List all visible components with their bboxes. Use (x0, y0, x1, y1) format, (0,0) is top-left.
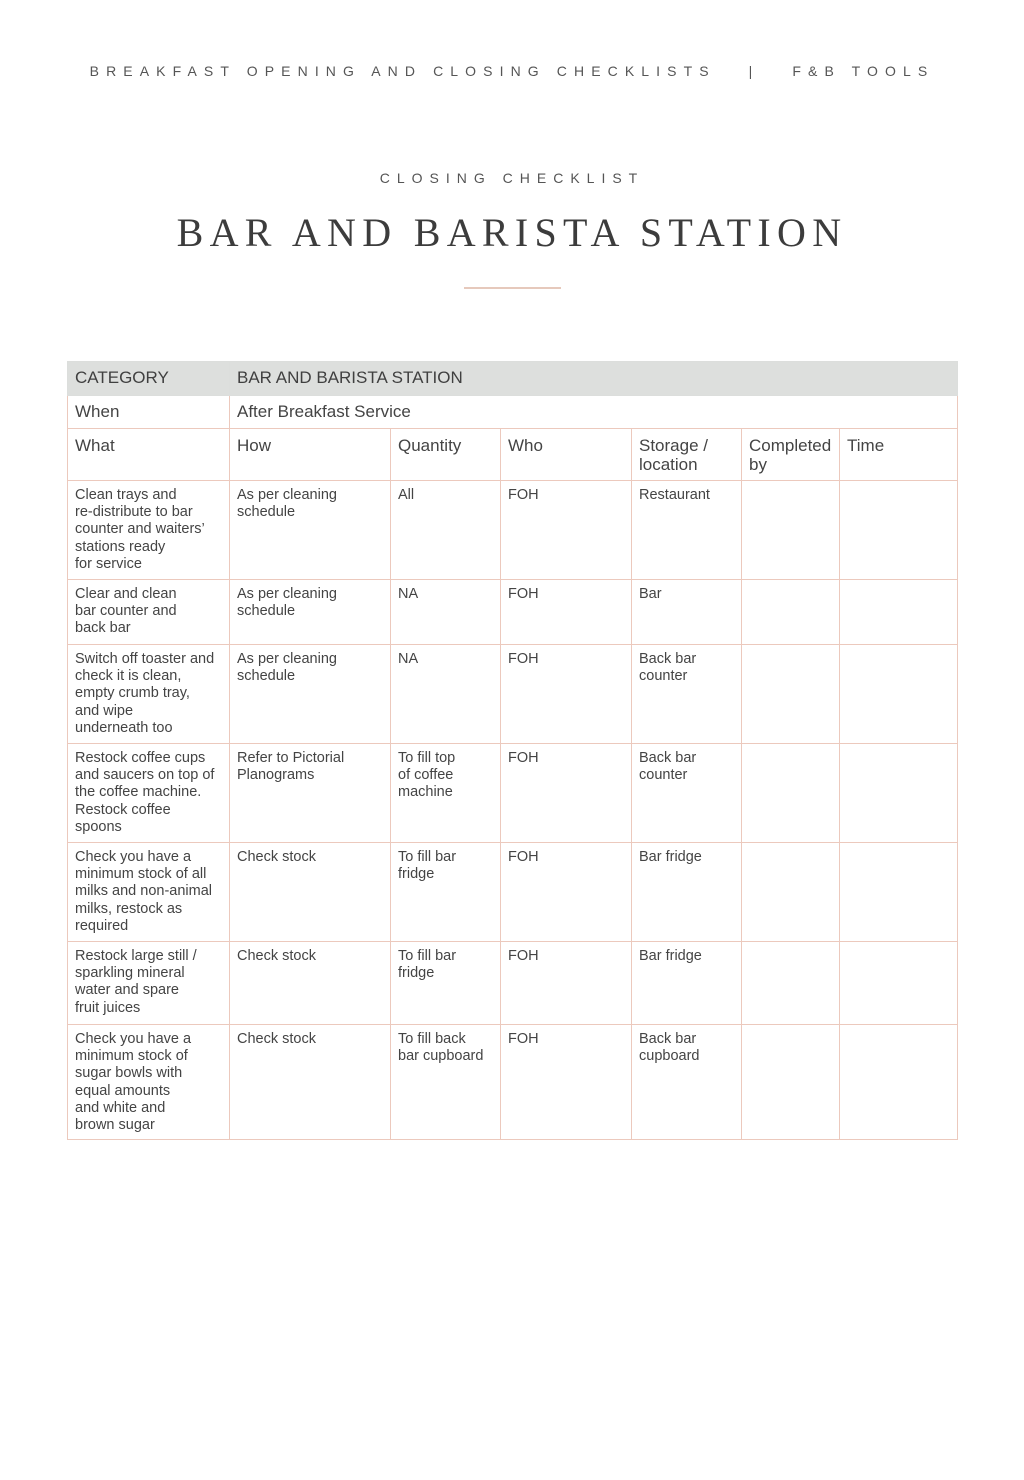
task-storage: Back bar counter (632, 744, 742, 843)
checklist-kicker: CLOSING CHECKLIST (379, 170, 645, 186)
category-value: BAR AND BARISTA STATION (230, 362, 958, 396)
task-how: As per cleaning schedule (230, 580, 391, 645)
task-storage: Restaurant (632, 481, 742, 580)
task-how: Refer to Pictorial Planograms (230, 744, 391, 843)
column-header-row (68, 429, 958, 481)
task-what: Clear and clean bar counter and back bar (68, 580, 230, 645)
task-quantity: To fill bar fridge (391, 942, 501, 1025)
task-who: FOH (501, 942, 632, 1025)
task-quantity: All (391, 481, 501, 580)
task-how: Check stock (230, 843, 391, 942)
document-series-header: BREAKFAST OPENING AND CLOSING CHECKLISTS | F&B TOOLS (89, 63, 935, 79)
column-header-how: How (230, 429, 391, 481)
table-row (68, 645, 958, 744)
task-who: FOH (501, 645, 632, 744)
task-completed-by[interactable] (742, 580, 840, 645)
column-header-quantity: Quantity (391, 429, 501, 481)
task-storage: Back bar counter (632, 645, 742, 744)
task-storage: Back bar cupboard (632, 1025, 742, 1140)
task-who: FOH (501, 580, 632, 645)
task-time[interactable] (840, 645, 958, 744)
column-header-completed-by: Completed by (742, 429, 840, 481)
task-how: As per cleaning schedule (230, 645, 391, 744)
table-row (68, 481, 958, 580)
task-who: FOH (501, 481, 632, 580)
closing-checklist-table (67, 361, 958, 1140)
column-header-time: Time (840, 429, 958, 481)
task-time[interactable] (840, 580, 958, 645)
task-what: Restock large still / sparkling mineral water and spare fruit juices (68, 942, 230, 1025)
category-label: CATEGORY (68, 362, 230, 396)
task-completed-by[interactable] (742, 645, 840, 744)
task-who: FOH (501, 744, 632, 843)
when-value: After Breakfast Service (230, 396, 958, 429)
task-time[interactable] (840, 843, 958, 942)
task-what: Check you have a minimum stock of sugar bowls with equal amounts and white and brown sugar (68, 1025, 230, 1140)
task-what: Switch off toaster and check it is clean, empty crumb tray, and wipe underneath too (68, 645, 230, 744)
task-completed-by[interactable] (742, 481, 840, 580)
table-row (68, 580, 958, 645)
task-how: Check stock (230, 942, 391, 1025)
task-what: Clean trays and re-distribute to bar counter and waiters’ stations ready for service (68, 481, 230, 580)
task-time[interactable] (840, 942, 958, 1025)
table-row (68, 843, 958, 942)
task-completed-by[interactable] (742, 1025, 840, 1140)
task-how: As per cleaning schedule (230, 481, 391, 580)
task-quantity: To fill back bar cupboard (391, 1025, 501, 1140)
task-how: Check stock (230, 1025, 391, 1140)
table-row (68, 942, 958, 1025)
when-row (68, 396, 958, 429)
column-header-who: Who (501, 429, 632, 481)
task-completed-by[interactable] (742, 744, 840, 843)
task-quantity: To fill bar fridge (391, 843, 501, 942)
task-quantity: To fill top of coffee machine (391, 744, 501, 843)
task-completed-by[interactable] (742, 843, 840, 942)
title-divider (464, 287, 561, 289)
task-what: Check you have a minimum stock of all milks and non-animal milks, restock as required (68, 843, 230, 942)
column-header-storage: Storage / location (632, 429, 742, 481)
task-time[interactable] (840, 1025, 958, 1140)
task-who: FOH (501, 1025, 632, 1140)
task-what: Restock coffee cups and saucers on top of the coffee machine. Restock coffee spoons (68, 744, 230, 843)
column-header-what: What (68, 429, 230, 481)
task-time[interactable] (840, 481, 958, 580)
task-storage: Bar fridge (632, 843, 742, 942)
table-row (68, 1025, 958, 1140)
task-completed-by[interactable] (742, 942, 840, 1025)
when-label: When (68, 396, 230, 429)
task-who: FOH (501, 843, 632, 942)
category-row (68, 362, 958, 396)
task-storage: Bar fridge (632, 942, 742, 1025)
task-storage: Bar (632, 580, 742, 645)
table-row (68, 744, 958, 843)
task-quantity: NA (391, 580, 501, 645)
page-title: BAR AND BARISTA STATION (176, 210, 848, 255)
task-quantity: NA (391, 645, 501, 744)
task-time[interactable] (840, 744, 958, 843)
